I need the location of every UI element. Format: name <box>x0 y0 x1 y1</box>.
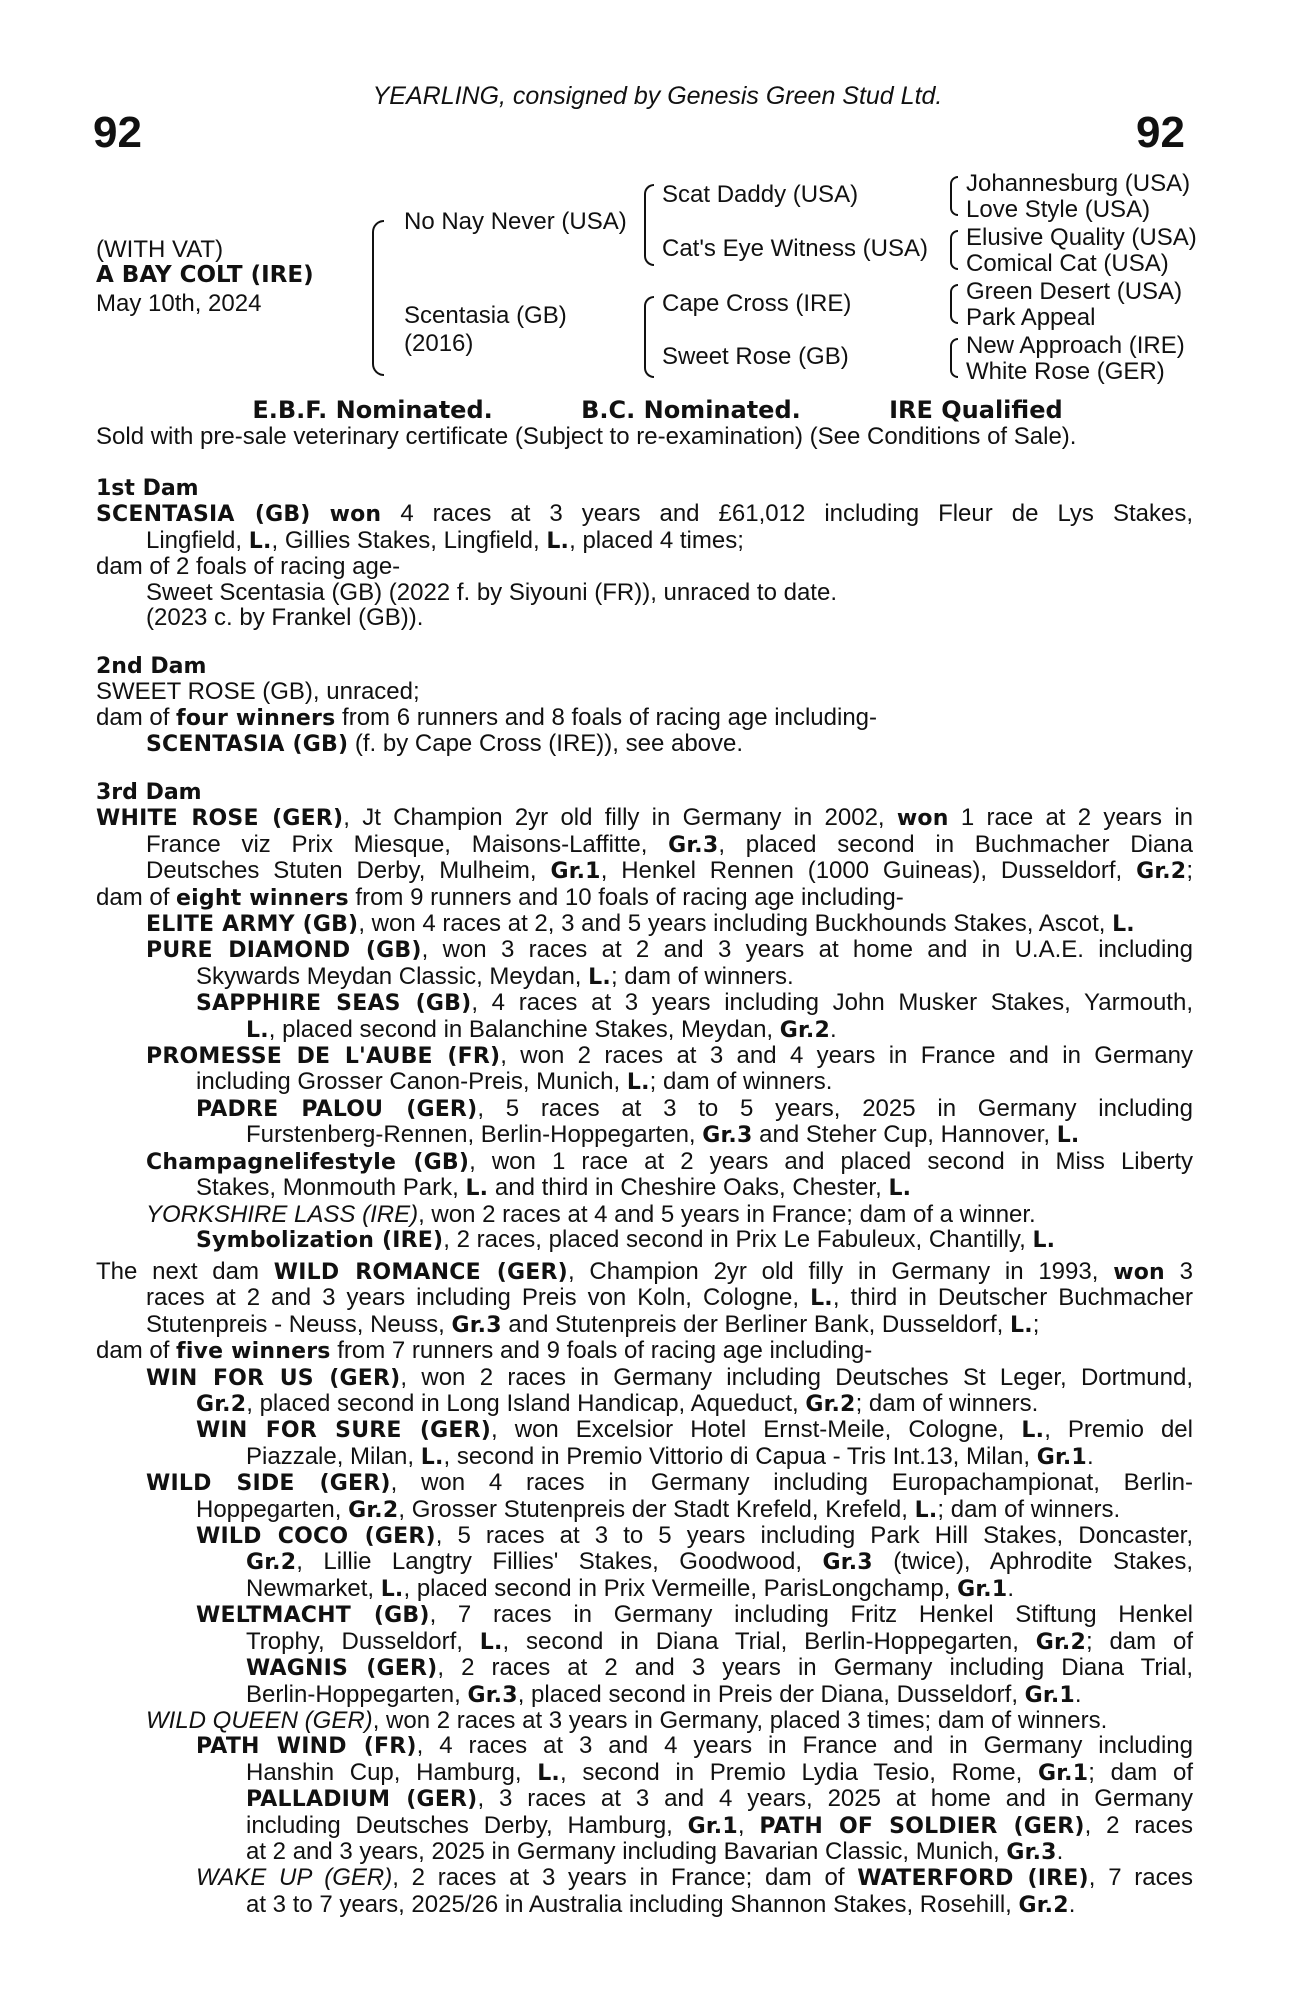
lot-number-left: 92 <box>93 108 142 157</box>
text-line: dam of eight winners from 9 runners and 10 foals of racing age including- <box>96 883 904 911</box>
text-line: SCENTASIA (GB) (f. by Cape Cross (IRE)), see above. <box>146 730 744 758</box>
vet-note: Sold with pre-sale veterinary certificate (Subject to re-examination) (See Conditions of Sale). <box>96 423 1077 450</box>
brace-g3-2 <box>950 230 958 270</box>
text-line: Deutsches Stuten Derby, Mulheim, Gr.1, Henkel Rennen (1000 Guineas), Dusseldorf, Gr.2; <box>146 857 1193 885</box>
text-line: WAKE UP (GER), 2 races at 3 years in France; dam of WATERFORD (IRE), 7 races <box>196 1864 1193 1892</box>
text-line: WHITE ROSE (GER), Jt Champion 2yr old filly in Germany in 2002, won 1 race at 2 years in <box>96 804 1193 832</box>
text-line: France viz Prix Miesque, Maisons-Laffitte, Gr.3, placed second in Buchmacher Diana <box>146 830 1193 858</box>
text-line: WIN FOR US (GER), won 2 races in Germany including Deutsches St Leger, Dortmund, <box>146 1363 1193 1391</box>
text-line: PALLADIUM (GER), 3 races at 3 and 4 years, 2025 at home and in Germany <box>246 1785 1194 1813</box>
text-line: ELITE ARMY (GB), won 4 races at 2, 3 and 5 years including Buckhounds Stakes, Ascot, L. <box>146 910 1135 938</box>
text-line: dam of four winners from 6 runners and 8 foals of racing age including- <box>96 703 877 731</box>
gen2-2: Cat's Eye Witness (USA) <box>662 235 928 262</box>
text-line: at 2 and 3 years, 2025 in Germany including Bavarian Classic, Munich, Gr.3. <box>246 1837 1064 1865</box>
text-line: Hanshin Cup, Hamburg, L., second in Premio Lydia Tesio, Rome, Gr.1; dam of <box>246 1758 1193 1786</box>
text-line: WELTMACHT (GB), 7 races in Germany including Fritz Henkel Stiftung Henkel <box>196 1601 1193 1629</box>
brace-sire <box>644 184 654 266</box>
text-line: YORKSHIRE LASS (IRE), won 2 races at 4 and 5 years in France; dam of a winner. <box>146 1200 1036 1228</box>
text-line: Sweet Scentasia (GB) (2022 f. by Siyouni (FR)), unraced to date. <box>146 578 837 606</box>
text-line: WILD SIDE (GER), won 4 races in Germany including Europachampionat, Berlin- <box>146 1469 1193 1497</box>
text-line: WAGNIS (GER), 2 races at 2 and 3 years in Germany including Diana Trial, <box>246 1654 1194 1682</box>
text-line: PROMESSE DE L'AUBE (FR), won 2 races at 3 and 4 years in France and in Germany <box>146 1042 1193 1070</box>
gen3-7: New Approach (IRE) <box>966 332 1185 359</box>
lot-name: A BAY COLT (IRE) <box>96 262 314 288</box>
text-line: dam of five winners from 7 runners and 9 foals of racing age including- <box>96 1337 873 1365</box>
text-line: PADRE PALOU (GER), 5 races at 3 to 5 years, 2025 in Germany including <box>196 1094 1193 1122</box>
text-line: including Grosser Canon-Preis, Munich, L.; dam of winners. <box>196 1068 833 1096</box>
brace-g3-1 <box>950 176 958 216</box>
gen2-4: Sweet Rose (GB) <box>662 343 849 370</box>
text-line: Gr.2, placed second in Long Island Handicap, Aqueduct, Gr.2; dam of winners. <box>196 1390 1039 1418</box>
text-line: Lingfield, L., Gillies Stakes, Lingfield, L., placed 4 times; <box>146 526 744 554</box>
gen3-8: White Rose (GER) <box>966 358 1165 385</box>
text-line: Stutenpreis - Neuss, Neuss, Gr.3 and Stutenpreis der Berliner Bank, Dusseldorf, L.; <box>146 1310 1040 1338</box>
gen2-1: Scat Daddy (USA) <box>662 181 859 208</box>
text-line: Stakes, Monmouth Park, L. and third in Cheshire Oaks, Chester, L. <box>196 1174 912 1202</box>
next-dam-section <box>96 1259 1193 1918</box>
gen3-3: Elusive Quality (USA) <box>966 224 1197 251</box>
text-line: Gr.2, Lillie Langtry Fillies' Stakes, Goodwood, Gr.3 (twice), Aphrodite Stakes, <box>246 1548 1193 1576</box>
lot-foaled: May 10th, 2024 <box>96 290 262 317</box>
gen3-4: Comical Cat (USA) <box>966 250 1169 277</box>
text-line: including Deutsches Derby, Hamburg, Gr.1, PATH OF SOLDIER (GER), 2 races <box>246 1811 1193 1839</box>
section-heading: 3rd Dam <box>96 780 202 805</box>
text-line: PATH WIND (FR), 4 races at 3 and 4 years in France and in Germany including <box>196 1732 1194 1760</box>
text-line: SAPPHIRE SEAS (GB), 4 races at 3 years including John Musker Stakes, Yarmouth, <box>196 989 1193 1017</box>
nominations <box>0 396 1315 424</box>
text-line: Trophy, Dusseldorf, L., second in Diana Trial, Berlin-Hoppegarten, Gr.2; dam of <box>246 1627 1193 1655</box>
text-line: Piazzale, Milan, L., second in Premio Vittorio di Capua - Tris Int.13, Milan, Gr.1. <box>246 1442 1094 1470</box>
text-line: WILD QUEEN (GER), won 2 races at 3 years in Germany, placed 3 times; dam of winners. <box>146 1706 1108 1734</box>
second-dam-section <box>96 654 1193 758</box>
text-line: at 3 to 7 years, 2025/26 in Australia including Shannon Stakes, Rosehill, Gr.2. <box>246 1890 1076 1918</box>
consignor-line: YEARLING, consigned by Genesis Green Stud Ltd. <box>372 82 943 110</box>
ebf-nomination: E.B.F. Nominated. <box>252 396 493 424</box>
text-line: WILD COCO (GER), 5 races at 3 to 5 years including Park Hill Stakes, Doncaster, <box>196 1522 1193 1550</box>
bc-nomination: B.C. Nominated. <box>581 396 801 424</box>
text-line: Hoppegarten, Gr.2, Grosser Stutenpreis der Stadt Krefeld, Krefeld, L.; dam of winners. <box>196 1495 1121 1523</box>
text-line: Newmarket, L., placed second in Prix Vermeille, ParisLongchamp, Gr.1. <box>246 1574 1015 1602</box>
text-line: Furstenberg-Rennen, Berlin-Hoppegarten, Gr.3 and Steher Cup, Hannover, L. <box>246 1121 1080 1149</box>
text-line: L., placed second in Balanchine Stakes, Meydan, Gr.2. <box>246 1015 837 1043</box>
ire-qualified: IRE Qualified <box>889 396 1063 424</box>
brace-g3-3 <box>950 284 958 324</box>
brace-dam <box>644 296 654 378</box>
dam-year: (2016) <box>404 330 474 357</box>
text-line: Skywards Meydan Classic, Meydan, L.; dam of winners. <box>196 962 794 990</box>
first-dam-section <box>96 476 1193 630</box>
text-line: PURE DIAMOND (GB), won 3 races at 2 and 3 years at home and in U.A.E. including <box>146 936 1193 964</box>
lot-number-right: 92 <box>1136 108 1185 157</box>
brace-gen1 <box>372 220 384 376</box>
dam-name: Scentasia (GB) <box>404 302 567 329</box>
section-heading: 1st Dam <box>96 476 199 501</box>
text-line: dam of 2 foals of racing age- <box>96 553 401 581</box>
text-line: races at 2 and 3 years including Preis von Koln, Cologne, L., third in Deutscher Buchmacher <box>146 1284 1194 1312</box>
text-line: The next dam WILD ROMANCE (GER), Champion 2yr old filly in Germany in 1993, won 3 <box>96 1258 1194 1285</box>
text-line: (2023 c. by Frankel (GB)). <box>146 604 424 632</box>
sire-name: No Nay Never (USA) <box>404 208 627 235</box>
gen2-3: Cape Cross (IRE) <box>662 290 852 317</box>
gen3-2: Love Style (USA) <box>966 196 1151 223</box>
text-line: SCENTASIA (GB) won 4 races at 3 years and £61,012 including Fleur de Lys Stakes, <box>96 500 1193 528</box>
gen3-1: Johannesburg (USA) <box>966 170 1191 197</box>
section-heading: 2nd Dam <box>96 654 207 679</box>
third-dam-section <box>96 780 1193 1253</box>
text-line: WIN FOR SURE (GER), won Excelsior Hotel Ernst-Meile, Cologne, L., Premio del <box>196 1416 1193 1444</box>
text-line: Berlin-Hoppegarten, Gr.3, placed second in Preis der Diana, Dusseldorf, Gr.1. <box>246 1680 1082 1708</box>
gen3-5: Green Desert (USA) <box>966 278 1183 305</box>
text-line: Champagnelifestyle (GB), won 1 race at 2 years and placed second in Miss Liberty <box>146 1147 1193 1175</box>
gen3-6: Park Appeal <box>966 304 1096 331</box>
text-line: SWEET ROSE (GB), unraced; <box>96 678 420 706</box>
lot-vat: (WITH VAT) <box>96 236 224 263</box>
brace-g3-4 <box>950 338 958 378</box>
text-line: Symbolization (IRE), 2 races, placed second in Prix Le Fabuleux, Chantilly, L. <box>196 1225 1056 1253</box>
